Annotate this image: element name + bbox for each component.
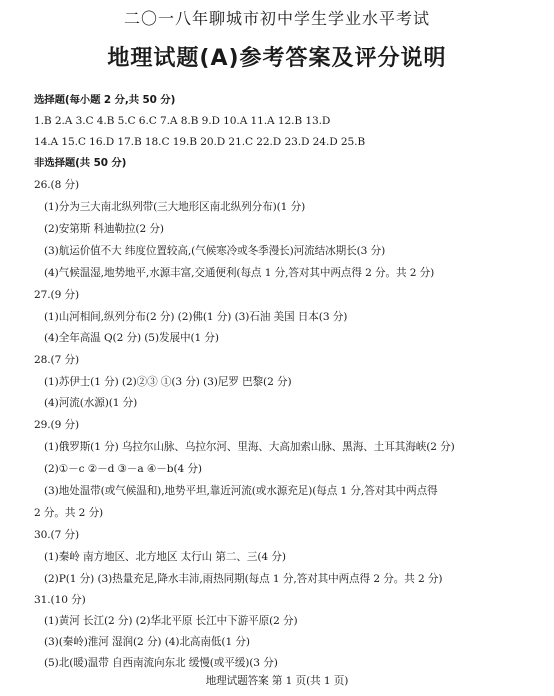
question-31-title: 31.(10 分) [34, 594, 86, 606]
question-26-answer-2: (2)安第斯 科迪勒拉(2 分) [44, 223, 164, 235]
question-31-answer-3: (5)北(暖)温带 自西南流向东北 缓慢(或平缓)(3 分) [44, 657, 278, 669]
question-31-answer-1: (1)黄河 长江(2 分) (2)华北平原 长江中下游平原(2 分) [44, 615, 298, 627]
question-28-answer-2: (4)河流(水源)(1 分) [44, 397, 138, 409]
question-27-answer-1: (1)山河相间,纵列分布(2 分) (2)佛(1 分) (3)石油 美国 日本(3 分) [44, 311, 348, 323]
page-footer: 地理试题答案 第 1 页(共 1 页) [205, 675, 349, 687]
choice-answers-row-2: 14.A 15.C 16.D 17.B 18.C 19.B 20.D 21.C 22.D 23.D 24.D 25.B [34, 136, 366, 148]
question-30-title: 30.(7 分) [34, 529, 80, 541]
question-28-answer-1: (1)苏伊士(1 分) (2)②③ ①(3 分) (3)尼罗 巴黎(2 分) [44, 376, 292, 388]
question-30-answer-2: (2)P(1 分) (3)热量充足,降水丰沛,雨热同期(每点 1 分,答对其中两点得 2 分。共 2 分) [44, 573, 443, 585]
question-30-answer-1: (1)秦岭 南方地区、北方地区 太行山 第二、三(4 分) [44, 551, 286, 563]
question-28-title: 28.(7 分) [34, 354, 80, 366]
question-26-answer-1: (1)分为三大南北纵列带(三大地形区南北纵列分布)(1 分) [44, 201, 306, 213]
question-29-answer-2: (2)①－c ②－d ③－a ④－b(4 分) [44, 463, 202, 475]
document-title: 地理试题(A)参考答案及评分说明 [107, 46, 447, 71]
question-29-answer-1: (1)俄罗斯(1 分) 乌拉尔山脉、乌拉尔河、里海、大高加索山脉、黑海、土耳其海峡(2 分) [44, 441, 455, 453]
question-31-answer-2: (3)(秦岭)淮河 湿润(2 分) (4)北高南低(1 分) [44, 636, 250, 648]
question-29-answer-3: (3)地处温带(或气候温和),地势平坦,靠近河流(或水源充足)(每点 1 分,答对其中两点得 [44, 485, 438, 497]
question-27-title: 27.(9 分) [34, 289, 80, 301]
question-29-answer-3-cont: 2 分。共 2 分) [34, 507, 104, 519]
question-27-answer-2: (4)全年高温 Q(2 分) (5)发展中(1 分) [44, 332, 219, 344]
nonchoice-heading: 非选择题(共 50 分) [34, 157, 127, 169]
question-29-title: 29.(9 分) [34, 419, 80, 431]
choice-heading: 选择题(每小题 2 分,共 50 分) [34, 94, 176, 106]
question-26-answer-4: (4)气候温湿,地势地平,水源丰富,交通便利(每点 1 分,答对其中两点得 2 分。共 2 分) [44, 267, 435, 279]
question-26-answer-3: (3)航运价值不大 纬度位置较高,(气候寒冷或冬季漫长)河流结冰期长(3 分) [44, 245, 386, 257]
exam-title: 二〇一八年聊城市初中学生学业水平考试 [123, 9, 430, 28]
choice-answers-row-1: 1.B 2.A 3.C 4.B 5.C 6.C 7.A 8.B 9.D 10.A 11.A 12.B 13.D [34, 115, 331, 127]
question-26-title: 26.(8 分) [34, 179, 80, 191]
